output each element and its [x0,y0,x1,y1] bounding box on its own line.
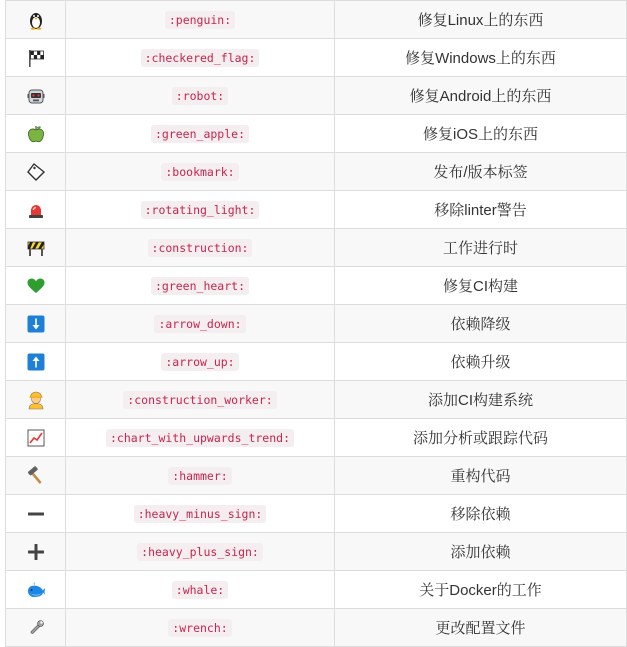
table-row [6,495,627,533]
hammer-icon [26,466,46,486]
emoji-code: :bookmark: [161,163,238,181]
emoji-description: 修复Windows上的东西 [335,39,627,77]
heavy-plus-sign-icon [26,542,46,562]
emoji-code: :checkered_flag: [141,49,260,67]
emoji-code: :rotating_light: [141,201,260,219]
table-row [6,343,627,381]
arrow-up-icon [26,352,46,372]
green-heart-icon [26,276,46,296]
emoji-description: 添加CI构建系统 [335,381,627,419]
emoji-code: :construction_worker: [123,391,276,409]
table-row [6,267,627,305]
table-row [6,39,627,77]
emoji-code: :whale: [172,581,228,599]
construction-icon [26,238,46,258]
emoji-description: 移除依赖 [335,495,627,533]
table-row [6,191,627,229]
checkered-flag-icon [26,48,46,68]
emoji-code: :construction: [148,239,253,257]
table-row [6,571,627,609]
emoji-description: 重构代码 [335,457,627,495]
chart-upwards-trend-icon [26,428,46,448]
arrow-down-icon [26,314,46,334]
emoji-description: 修复CI构建 [335,267,627,305]
whale-icon [26,580,46,600]
emoji-description: 添加依赖 [335,533,627,571]
emoji-code: :green_heart: [151,277,249,295]
green-apple-icon [26,124,46,144]
emoji-description: 工作进行时 [335,229,627,267]
emoji-code: :green_apple: [151,125,249,143]
emoji-description: 修复Linux上的东西 [335,1,627,39]
table-row [6,381,627,419]
penguin-icon [26,10,46,30]
emoji-code: :chart_with_upwards_trend: [106,429,294,447]
construction-worker-icon [26,390,46,410]
heavy-minus-sign-icon [26,504,46,524]
emoji-description: 依赖升级 [335,343,627,381]
emoji-code: :heavy_minus_sign: [134,505,267,523]
table-row [6,115,627,153]
emoji-description: 关于Docker的工作 [335,571,627,609]
emoji-description: 修复Android上的东西 [335,77,627,115]
emoji-table-container [5,0,625,647]
table-row [6,1,627,39]
table-row [6,533,627,571]
emoji-code: :penguin: [165,11,235,29]
emoji-commit-table [5,0,627,647]
rotating-light-icon [26,200,46,220]
emoji-description: 发布/版本标签 [335,153,627,191]
robot-icon [26,86,46,106]
emoji-code: :heavy_plus_sign: [137,543,263,561]
emoji-description: 添加分析或跟踪代码 [335,419,627,457]
emoji-description: 修复iOS上的东西 [335,115,627,153]
table-row [6,305,627,343]
table-row [6,229,627,267]
emoji-description: 更改配置文件 [335,609,627,647]
emoji-code: :arrow_up: [161,353,238,371]
emoji-code: :wrench: [168,619,231,637]
emoji-code: :robot: [172,87,228,105]
emoji-code: :arrow_down: [154,315,245,333]
bookmark-icon [26,162,46,182]
emoji-code: :hammer: [168,467,231,485]
table-row [6,609,627,647]
wrench-icon [26,618,46,638]
emoji-description: 依赖降级 [335,305,627,343]
table-row [6,419,627,457]
table-row [6,77,627,115]
table-row [6,153,627,191]
table-row [6,457,627,495]
emoji-description: 移除linter警告 [335,191,627,229]
